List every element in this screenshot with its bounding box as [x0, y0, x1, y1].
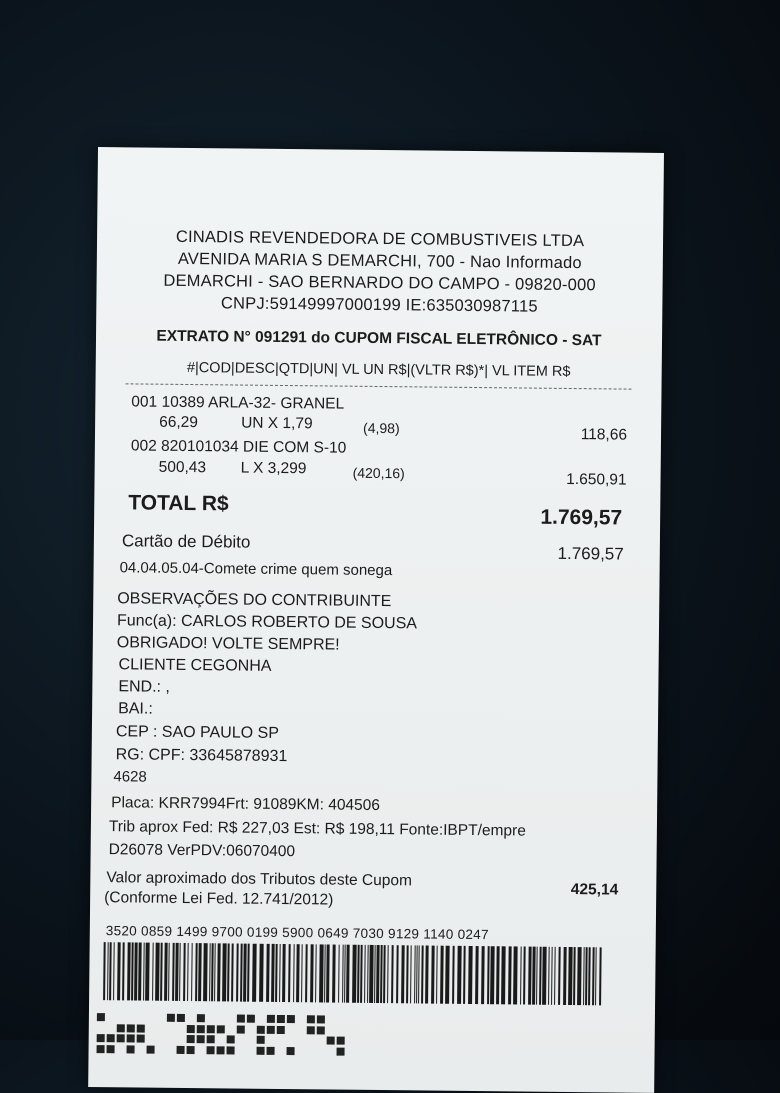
barcode-bar — [222, 943, 227, 1001]
barcode-bar — [463, 946, 466, 1004]
barcode-bar — [319, 944, 324, 1002]
obs-valor: Valor aproximado dos Tributos deste Cupom — [106, 869, 413, 890]
qr-cell — [227, 1035, 235, 1043]
qr-cell — [147, 1024, 155, 1032]
qr-cell — [167, 1045, 175, 1053]
qr-cell — [177, 1024, 185, 1032]
extrato-title: EXTRATO N° 091291 do CUPOM FISCAL ELETRÔNICO - SAT — [156, 327, 602, 350]
qr-cell — [227, 1014, 235, 1022]
barcode-bar — [410, 945, 412, 1003]
barcode-bar — [198, 943, 202, 1001]
qr-cell — [257, 1015, 265, 1023]
obs-end: END.: , — [118, 678, 171, 696]
barcode-bar — [508, 946, 512, 1004]
qr-cell — [217, 1035, 225, 1043]
barcode-bar — [332, 945, 336, 1003]
qr-cell — [207, 1035, 215, 1043]
qr-cell — [227, 1025, 235, 1033]
qr-cell — [147, 1035, 155, 1043]
qr-cell — [317, 1036, 325, 1044]
obs-title: OBSERVAÇÕES DO CONTRIBUINTE — [117, 590, 392, 611]
barcode-bar — [152, 943, 154, 1001]
barcode-bar — [183, 943, 186, 1001]
payment-note: 04.04.05.04-Comete crime quem sonega — [119, 559, 393, 580]
obs-rg: RG: CPF: 33645878931 — [115, 746, 288, 766]
barcode-bar — [528, 947, 532, 1005]
qr-cell — [187, 1046, 195, 1054]
barcode-bar — [595, 947, 597, 1005]
qr-cell — [287, 1026, 295, 1034]
qr-cell — [157, 1014, 165, 1022]
barcode-bar — [231, 943, 234, 1001]
qr-cell — [327, 1015, 335, 1023]
barcode-bar — [168, 943, 170, 1001]
barcode-bar — [436, 946, 438, 1004]
qr-cell — [337, 1026, 345, 1034]
barcode-bar — [401, 945, 405, 1003]
qr-cell — [267, 1046, 275, 1054]
obs-ver: D26078 VerPDV:06070400 — [108, 841, 296, 861]
barcode-bar — [275, 944, 278, 1002]
barcode-bar — [296, 944, 300, 1002]
barcode-bar — [160, 943, 163, 1001]
barcode-bar — [227, 943, 230, 1001]
item-2-unit: L X 3,299 — [240, 459, 307, 478]
qr-cell — [237, 1025, 245, 1033]
barcode-bar — [496, 946, 500, 1004]
qr-cell — [217, 1046, 225, 1054]
item-2-desc: 002 820101034 DIE COM S-10 — [130, 437, 347, 457]
qr-cell — [337, 1037, 345, 1045]
barcode-bar — [501, 946, 506, 1004]
barcode-bar — [468, 946, 473, 1004]
barcode-bar — [481, 946, 485, 1004]
barcode-bar — [536, 947, 538, 1005]
qr-cell — [117, 1013, 125, 1021]
barcode-bar — [376, 945, 380, 1003]
item-2-trib: (420,16) — [352, 464, 405, 482]
barcode-bar — [217, 943, 221, 1001]
barcode-bar — [568, 947, 573, 1005]
barcode-bar — [588, 947, 591, 1005]
barcode-bar — [338, 945, 340, 1003]
barcode-bar — [288, 944, 291, 1002]
qr-cell — [207, 1025, 215, 1033]
qr-cell — [127, 1013, 135, 1021]
qr-cell — [177, 1035, 185, 1043]
qr-cell — [127, 1045, 135, 1053]
barcode-bar — [271, 944, 275, 1002]
payment-value: 1.769,57 — [557, 543, 624, 564]
qr-cell — [277, 1015, 285, 1023]
barcode-bar — [396, 945, 399, 1003]
qr-cell — [97, 1024, 105, 1032]
qr-cell — [317, 1047, 325, 1055]
qr-cell — [127, 1024, 135, 1032]
company-ids: CNPJ:59149997000199 IE:635030987115 — [220, 294, 538, 316]
barcode-bar — [558, 947, 561, 1005]
barcode-bar — [310, 944, 314, 1002]
barcode-bar — [599, 947, 602, 1005]
barcode-bar — [364, 945, 366, 1003]
qr-cell — [167, 1024, 175, 1032]
qr-cell — [297, 1026, 305, 1034]
barcode-bar — [179, 943, 181, 1001]
column-headers: #|COD|DESC|QTD|UN| VL UN R$|(VLTR R$)*| VL ITEM R$ — [186, 359, 571, 380]
item-2-total: 1.650,91 — [566, 470, 627, 489]
qr-cell — [207, 1014, 215, 1022]
qr-cell — [127, 1034, 135, 1042]
qr-cell — [217, 1014, 225, 1022]
qr-cell — [297, 1047, 305, 1055]
qr-cell — [337, 1047, 345, 1055]
qr-cell — [287, 1036, 295, 1044]
total-value: 1.769,57 — [540, 505, 623, 530]
barcode-bar — [134, 942, 138, 1000]
barcode-bar — [326, 944, 330, 1002]
barcode-bar — [266, 944, 270, 1002]
barcode-bar — [452, 946, 455, 1004]
qr-cell — [277, 1025, 285, 1033]
barcode — [103, 942, 606, 1005]
qr-cell — [217, 1025, 225, 1033]
qr-cell — [337, 1016, 345, 1024]
divider — [126, 383, 632, 389]
qr-cell — [107, 1045, 115, 1053]
qr-cell — [197, 1025, 205, 1033]
qr-cell — [267, 1025, 275, 1033]
barcode-bar — [383, 945, 386, 1003]
qr-cell — [117, 1034, 125, 1042]
qr-cell — [117, 1024, 125, 1032]
qr-cell — [137, 1013, 145, 1021]
barcode-bar — [191, 943, 193, 1001]
barcode-bar — [577, 947, 582, 1005]
barcode-bar — [387, 945, 389, 1003]
barcode-bar — [113, 942, 115, 1000]
barcode-bar — [418, 945, 420, 1003]
qr-cell — [227, 1046, 235, 1054]
obs-trib: Trib aprox Fed: R$ 227,03 Est: R$ 198,11 Fonte:IBPT/empre — [108, 818, 526, 840]
barcode-bar — [282, 944, 286, 1002]
qr-cell — [327, 1047, 335, 1055]
barcode-bar — [346, 945, 350, 1003]
qr-cell — [197, 1046, 205, 1054]
qr-cell — [277, 1046, 285, 1054]
obs-cep: CEP : SAO PAULO SP — [115, 723, 280, 742]
qr-cell — [267, 1015, 275, 1023]
barcode-bar — [259, 944, 264, 1002]
barcode-bar — [563, 947, 567, 1005]
barcode-bar — [301, 944, 303, 1002]
qr-cell — [297, 1015, 305, 1023]
barcode-bar — [122, 942, 125, 1000]
qr-cell — [197, 1014, 205, 1022]
qr-cell — [107, 1024, 115, 1032]
obs-lei: (Conforme Lei Fed. 12.741/2012) — [104, 889, 334, 909]
qr-cell — [197, 1035, 205, 1043]
qr-cell — [137, 1034, 145, 1042]
barcode-bar — [127, 942, 131, 1000]
qr-cell — [287, 1047, 295, 1055]
barcode-bar — [440, 946, 444, 1004]
receipt — [88, 147, 664, 1093]
qr-cell — [107, 1013, 115, 1021]
obs-placa: Placa: KRR7994Frt: 91089KM: 404506 — [111, 794, 381, 815]
barcode-bar — [573, 947, 576, 1005]
barcode-bar — [554, 947, 556, 1005]
barcode-bar — [279, 944, 281, 1002]
barcode-bar — [551, 947, 553, 1005]
qr-cell — [257, 1046, 265, 1054]
barcode-bar — [523, 947, 526, 1005]
qr-cell — [167, 1035, 175, 1043]
qr-cell — [137, 1045, 145, 1053]
qr-cell — [187, 1035, 195, 1043]
barcode-bar — [145, 943, 150, 1001]
qr-code — [97, 1013, 347, 1056]
barcode-bar — [214, 943, 216, 1001]
barcode-bar — [360, 945, 363, 1003]
barcode-bar — [236, 944, 239, 1002]
qr-cell — [97, 1034, 105, 1042]
qr-cell — [97, 1045, 105, 1053]
barcode-bar — [490, 946, 495, 1004]
qr-cell — [107, 1034, 115, 1042]
qr-cell — [157, 1035, 165, 1043]
barcode-bar — [542, 947, 547, 1005]
qr-cell — [207, 1046, 215, 1054]
barcode-bar — [109, 942, 112, 1000]
qr-cell — [187, 1014, 195, 1022]
qr-cell — [307, 1036, 315, 1044]
barcode-bar — [532, 947, 536, 1005]
qr-cell — [187, 1025, 195, 1033]
barcode-bar — [421, 945, 424, 1003]
qr-cell — [317, 1026, 325, 1034]
barcode-bar — [513, 946, 518, 1004]
barcode-bar — [175, 943, 179, 1001]
qr-cell — [177, 1014, 185, 1022]
barcode-bar — [457, 946, 462, 1004]
qr-cell — [287, 1015, 295, 1023]
access-key: 3520 0859 1499 9700 0199 5900 0649 7030 9129 1140 0247 — [105, 923, 489, 943]
barcode-bar — [520, 947, 522, 1005]
barcode-bar — [247, 944, 250, 1002]
barcode-bar — [352, 945, 357, 1003]
qr-cell — [147, 1014, 155, 1022]
qr-cell — [157, 1024, 165, 1032]
qr-cell — [327, 1036, 335, 1044]
barcode-bar — [475, 946, 479, 1004]
qr-cell — [247, 1046, 255, 1054]
qr-cell — [297, 1036, 305, 1044]
item-1-qty: 66,29 — [159, 413, 199, 432]
barcode-bar — [548, 947, 550, 1005]
item-1-desc: 001 10389 ARLA-32- GRANEL — [131, 393, 345, 413]
barcode-bar — [243, 944, 247, 1002]
qr-cell — [117, 1045, 125, 1053]
qr-cell — [237, 1015, 245, 1023]
barcode-bar — [252, 944, 257, 1002]
barcode-bar — [315, 944, 317, 1002]
item-1-unit: UN X 1,79 — [241, 414, 313, 433]
qr-cell — [147, 1045, 155, 1053]
obs-num: 4628 — [113, 768, 147, 786]
item-2-qty: 500,43 — [158, 458, 207, 477]
qr-cell — [307, 1026, 315, 1034]
obs-func: Func(a): CARLOS ROBERTO DE SOUSA — [116, 612, 418, 633]
barcode-bar — [203, 943, 208, 1001]
barcode-bar — [138, 943, 142, 1001]
barcode-bar — [117, 942, 121, 1000]
barcode-bar — [406, 945, 409, 1003]
total-label: TOTAL R$ — [128, 491, 229, 516]
payment-method: Cartão de Débito — [121, 531, 251, 552]
barcode-bar — [391, 945, 394, 1003]
barcode-bar — [293, 944, 295, 1002]
qr-cell — [177, 1045, 185, 1053]
qr-cell — [157, 1045, 165, 1053]
qr-cell — [317, 1015, 325, 1023]
barcode-bar — [155, 943, 160, 1001]
obs-thanks: OBRIGADO! VOLTE SEMPRE! — [116, 634, 340, 654]
qr-cell — [307, 1047, 315, 1055]
qr-cell — [167, 1014, 175, 1022]
obs-bai: BAI.: — [118, 700, 153, 718]
qr-cell — [237, 1046, 245, 1054]
barcode-bar — [369, 945, 374, 1003]
barcode-bar — [164, 943, 168, 1001]
obs-cliente: CLIENTE CEGONHA — [118, 656, 272, 675]
qr-cell — [247, 1025, 255, 1033]
barcode-bar — [425, 946, 429, 1004]
address-line-1: AVENIDA MARIA S DEMARCHI, 700 - Nao Informado — [177, 249, 582, 273]
address-line-2: DEMARCHI - SAO BERNARDO DO CAMPO - 09820-000 — [163, 271, 596, 295]
barcode-bar — [187, 943, 189, 1001]
obs-valor-total: 425,14 — [570, 881, 619, 899]
qr-cell — [97, 1013, 105, 1021]
company-name: CINADIS REVENDEDORA DE COMBUSTIVEIS LTDA — [175, 227, 585, 251]
item-1-trib: (4,98) — [363, 419, 400, 437]
qr-cell — [247, 1015, 255, 1023]
barcode-bar — [103, 942, 106, 1000]
item-1-total: 118,66 — [580, 426, 628, 444]
barcode-bar — [445, 946, 450, 1004]
qr-cell — [327, 1026, 335, 1034]
qr-cell — [137, 1024, 145, 1032]
barcode-bar — [305, 944, 308, 1002]
qr-cell — [257, 1025, 265, 1033]
barcode-bar — [431, 946, 435, 1004]
qr-cell — [307, 1015, 315, 1023]
